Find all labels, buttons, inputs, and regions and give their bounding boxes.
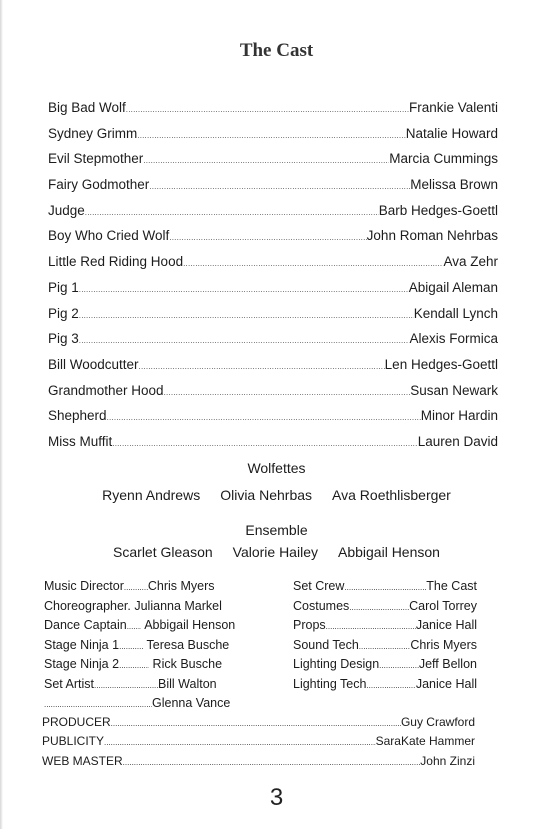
cast-row	[48, 357, 498, 383]
cast-row	[48, 331, 498, 357]
actor-name: Abigail Aleman	[408, 279, 498, 295]
crew-name: Teresa Busche	[146, 637, 230, 652]
crew-job: Choreographer.	[44, 598, 131, 613]
crew-job: Music Director	[44, 579, 124, 593]
crew-name: Jeff Bellon	[418, 657, 477, 671]
actor-name: Melissa Brown	[410, 177, 498, 193]
dot-leader	[107, 408, 421, 423]
dot-leader	[85, 203, 379, 218]
wolfettes-heading: Wolfettes	[247, 460, 306, 476]
crew-job: Sound Tech	[293, 637, 359, 652]
crew-name: Janice Hall	[415, 618, 477, 632]
dot-leader	[119, 638, 143, 652]
credit-job: WEB MASTER	[42, 753, 123, 768]
role-name: Pig 1	[48, 279, 79, 295]
dot-leader	[149, 177, 410, 192]
crew-name: Carol Torrey	[409, 598, 477, 613]
actor-name: Minor Hardin	[420, 408, 498, 424]
cast-row	[48, 177, 498, 203]
dot-leader	[169, 228, 366, 243]
dot-leader	[127, 618, 141, 632]
dot-leader	[183, 254, 443, 269]
cast-row	[48, 203, 498, 229]
credit-job: PRODUCER	[42, 715, 111, 729]
crew-name: Chris Myers	[410, 637, 477, 652]
credit-job: PUBLICITY	[42, 734, 105, 749]
crew-job: Dance Captain	[44, 618, 127, 632]
page-number: 3	[269, 784, 284, 811]
production-credits	[42, 715, 475, 773]
dot-leader	[44, 696, 152, 710]
credit-name: SaraKate Hammer	[375, 734, 475, 749]
dot-leader	[137, 126, 405, 141]
wolfette-name: Ryenn Andrews	[102, 487, 201, 503]
dot-leader	[79, 280, 409, 295]
actor-name: Natalie Howard	[405, 125, 498, 141]
dot-leader	[126, 100, 409, 115]
crew-row	[293, 677, 477, 697]
cast-row	[48, 151, 498, 177]
dot-leader	[124, 579, 148, 593]
role-name: Miss Muffit	[48, 433, 113, 449]
actor-name: Susan Newark	[410, 382, 498, 398]
crew-job: Stage Ninja 1	[44, 637, 120, 652]
dot-leader	[326, 618, 416, 632]
crew-row	[44, 599, 259, 619]
wolfette-name: Olivia Nehrbas	[220, 487, 313, 503]
crew-row	[44, 677, 259, 697]
role-name: Big Bad Wolf	[48, 100, 126, 115]
actor-name: Alexis Formica	[409, 331, 498, 347]
page-title: The Cast	[239, 40, 314, 61]
actor-name: John Roman Nehrbas	[366, 228, 498, 244]
crew-row	[293, 657, 477, 677]
role-name: Judge	[48, 202, 85, 218]
crew-job: Props	[293, 618, 326, 632]
crew-job: Set Crew	[293, 579, 345, 593]
crew-row	[44, 638, 259, 658]
crew-row	[44, 579, 259, 599]
actor-name: Marcia Cummings	[389, 151, 498, 167]
crew-name: Julianna Markel	[134, 598, 222, 613]
cast-row	[48, 306, 498, 332]
role-name: Fairy Godmother	[48, 177, 150, 193]
cast-row	[48, 408, 498, 434]
crew-row	[44, 696, 259, 716]
cast-row	[48, 280, 498, 306]
credit-row	[42, 715, 475, 734]
actor-name: Len Hedges-Goettl	[384, 356, 498, 372]
actor-name: Frankie Valenti	[408, 100, 498, 115]
cast-row	[48, 254, 498, 280]
dot-leader	[111, 715, 401, 729]
role-name: Evil Stepmother	[48, 151, 144, 167]
cast-row	[48, 383, 498, 409]
crew-row	[293, 599, 477, 619]
cast-row	[48, 100, 498, 126]
crew-name: Rick Busche	[152, 657, 223, 671]
role-name: Little Red Riding Hood	[48, 254, 184, 270]
page-edge-shadow	[0, 0, 3, 829]
role-name: Grandmother Hood	[48, 382, 164, 398]
crew-job: Stage Ninja 2	[44, 657, 120, 671]
role-name: Sydney Grimm	[48, 125, 138, 141]
crew-name: Janice Hall	[415, 676, 477, 691]
ensemble-name: Abbigail Henson	[337, 544, 440, 560]
actor-name: Ava Zehr	[443, 254, 498, 270]
crew-job: Lighting Design	[293, 657, 380, 671]
crew-name: The Cast	[426, 579, 477, 593]
crew-row	[293, 579, 477, 599]
crew-row	[293, 618, 477, 638]
crew-name: Bill Walton	[158, 676, 217, 691]
cast-row	[48, 228, 498, 254]
wolfette-name: Ava Roethlisberger	[332, 487, 451, 503]
actor-name: Barb Hedges-Goettl	[378, 202, 498, 218]
dot-leader	[143, 151, 389, 166]
crew-row	[293, 638, 477, 658]
dot-leader	[79, 331, 410, 346]
actor-name: Kendall Lynch	[413, 305, 498, 321]
dot-leader	[94, 677, 158, 691]
ensemble-name: Valorie Hailey	[232, 544, 318, 560]
crew-name: Abbigail Henson	[144, 618, 236, 632]
crew-list-left	[44, 579, 259, 716]
dot-leader	[349, 599, 409, 613]
role-name: Pig 3	[48, 331, 79, 347]
dot-leader	[123, 754, 421, 768]
credit-row	[42, 734, 475, 753]
role-name: Boy Who Cried Wolf	[48, 228, 170, 244]
crew-job: Set Artist	[44, 676, 95, 691]
crew-name: Chris Myers	[147, 579, 215, 593]
dot-leader	[344, 579, 426, 593]
dot-leader	[359, 638, 411, 652]
crew-job: Costumes	[293, 598, 350, 613]
crew-row	[44, 657, 259, 677]
cast-list	[48, 100, 498, 460]
role-name: Pig 2	[48, 305, 79, 321]
role-name: Bill Woodcutter	[48, 356, 139, 372]
role-name: Shepherd	[48, 408, 107, 424]
credit-name: Guy Crawford	[400, 715, 475, 729]
credit-row	[42, 754, 475, 773]
dot-leader	[104, 734, 376, 748]
crew-list-right	[293, 579, 477, 696]
dot-leader	[79, 306, 414, 321]
actor-name: Lauren David	[417, 433, 498, 449]
cast-row	[48, 434, 498, 460]
wolfettes-names	[0, 487, 553, 503]
dot-leader	[366, 677, 415, 691]
ensemble-name: Scarlet Gleason	[113, 544, 213, 560]
crew-row	[44, 618, 259, 638]
dot-leader	[164, 383, 411, 398]
ensemble-heading: Ensemble	[245, 522, 308, 538]
cast-row	[48, 126, 498, 152]
dot-leader	[379, 657, 419, 671]
dot-leader	[119, 657, 149, 671]
dot-leader	[112, 434, 417, 449]
crew-job: Lighting Tech	[293, 676, 367, 691]
crew-name: Glenna Vance	[152, 696, 231, 710]
credit-name: John Zinzi	[420, 753, 475, 768]
ensemble-names	[0, 544, 553, 560]
dot-leader	[139, 357, 385, 372]
